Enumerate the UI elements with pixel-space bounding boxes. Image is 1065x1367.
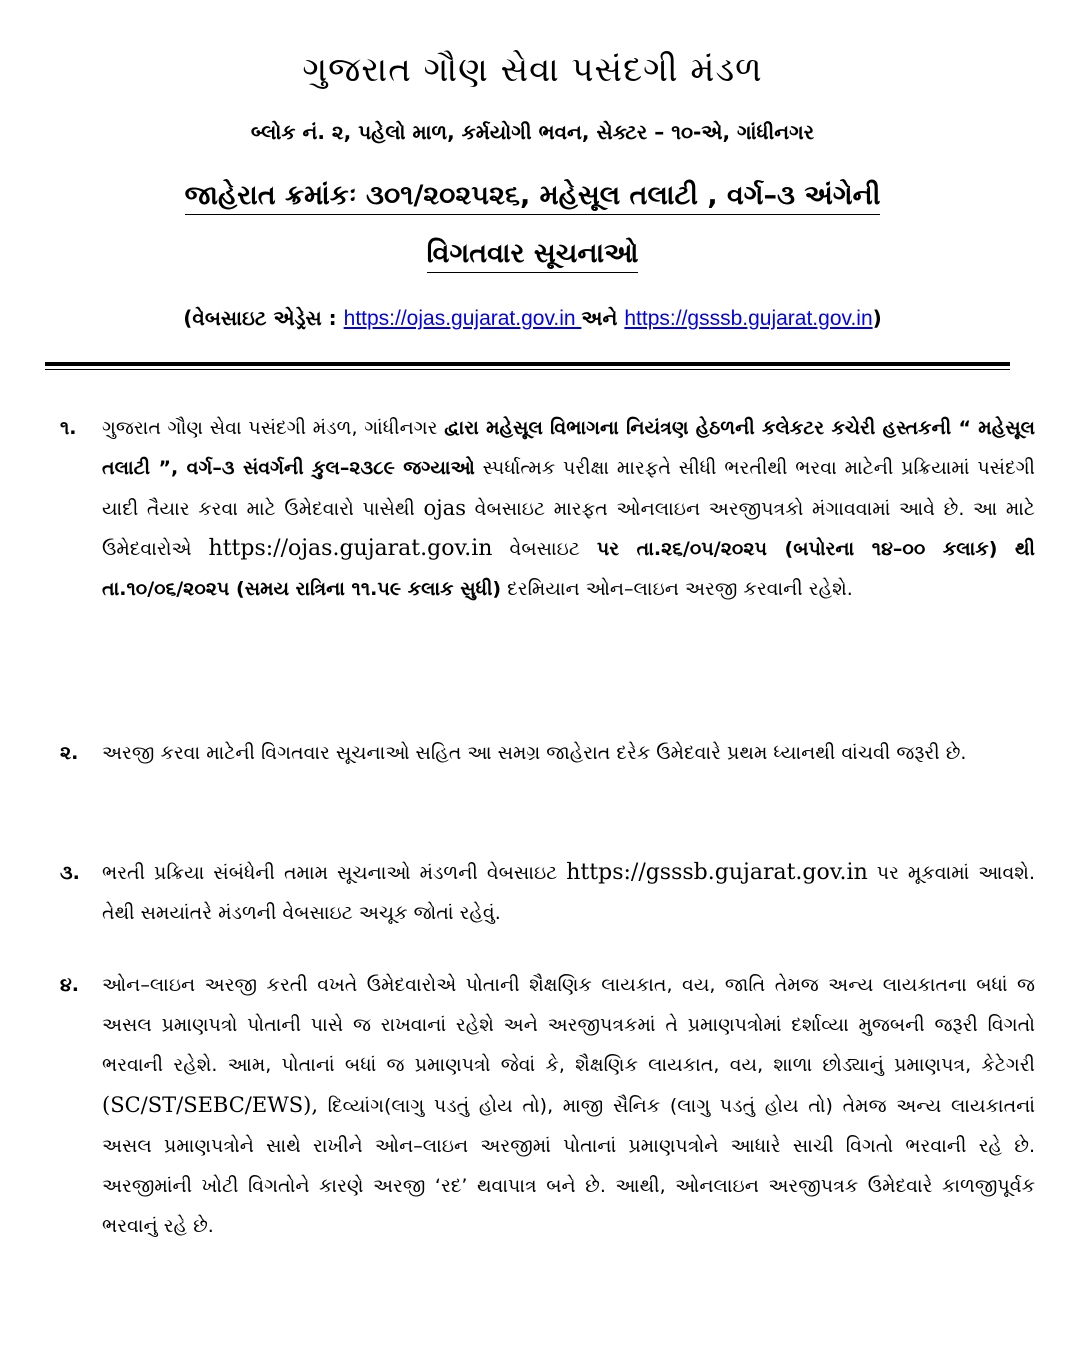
item-number: ૩.	[60, 862, 80, 884]
list-item	[60, 408, 1035, 609]
item-latin-text: ojas	[423, 496, 466, 520]
item-text-part: સ્પર્ધાત્મક પરીક્ષા મારફતે સીધી ભરતીથી ભરવા માટેની પ્રક્રિયામાં પસંદગી યાદી તૈયાર કરવા માટે ઉમેદવારો પાસેથી	[102, 457, 1035, 520]
item-url-text: https://ojas.gujarat.gov.in	[208, 536, 493, 561]
item-text-part: વેબસાઇટ મારફત ઓનલાઇન અરજીપત્રકો મંગાવવામાં આવે છે. આ માટે ઉમેદવારોએ	[102, 498, 1035, 560]
item-latin-text: (SC/ST/SEBC/EWS),	[102, 1093, 319, 1117]
item-number: ૨.	[60, 742, 79, 764]
item-text-part: દરમિયાન ઓન–લાઇન અરજી કરવાની રહેશે.	[501, 578, 853, 600]
item-bold-text: દ્વારા મહેસૂલ વિભાગના નિયંત્રણ હેઠળની કલેકટર કચેરી હસ્તકની “ મહેસૂલ તલાટી ”, વર્ગ–૩ સંવર્ગની કુલ–૨૩૮૯ જગ્યાઓ	[102, 417, 1035, 479]
item-text	[102, 853, 1035, 933]
list-item	[60, 853, 1035, 933]
item-text-part: વેબસાઇટ	[492, 538, 597, 560]
list-item	[60, 733, 1035, 773]
ojas-website-link[interactable]: https://ojas.gujarat.gov.in	[343, 307, 582, 330]
item-text	[102, 965, 1035, 1246]
item-text-part: દિવ્યાંગ(લાગુ પડતું હોય તો), માજી સૈનિક (લાગુ પડતું હોય તો) તેમજ અન્ય લાયકાતનાં અસલ પ્રમાણપત્રોને સાથે રાખીને ઓન–લાઇન અરજીમાં પોતાનાં પ્રમાણપત્રોને આધારે સાચી વિગતો ભરવાની રહે છે. અરજીમાંની ખોટી વિગતોને કારણે અરજી ‘રદ’ થવાપાત્ર બને છે. આથી, ઓનલાઇન અરજીપત્રક ઉમેદવારે કાળજીપૂર્વક ભરવાનું રહે છે.	[102, 1095, 1035, 1237]
item-url-text: https://gsssb.gujarat.gov.in	[566, 860, 868, 885]
instructions-heading-line2: વિગતવાર સૂચનાઓ	[427, 238, 639, 273]
item-bold-dates: પર તા.૨૬/૦૫/૨૦૨૫ (બપોરના ૧૪–૦૦ કલાક) થી તા.૧૦/૦૬/૨૦૨૫ (સમય રાત્રિના ૧૧.૫૯ કલાક સુધી)	[102, 538, 1035, 600]
header-divider-thin	[45, 369, 1010, 370]
item-text-part: ઓન–લાઇન અરજી કરતી વખતે ઉમેદવારોએ પોતાની શૈક્ષણિક લાયકાત, વય, જાતિ તેમજ અન્ય લાયકાતના બધાં જ અસલ પ્રમાણપત્રો પોતાની પાસે જ રાખવાનાં રહેશે અને અરજીપત્રકમાં તે પ્રમાણપત્રોમાં દર્શાવ્યા મુજબની જરૂરી વિગતો ભરવાની રહેશે. આમ, પોતાનાં બધાં જ પ્રમાણપત્રો જેવાં કે, શૈક્ષણિક લાયકાત, વય, શાળા છોડ્યાનું પ્રમાણપત્ર, કેટેગરી	[102, 974, 1035, 1076]
website-suffix: )	[872, 306, 882, 330]
advertisement-heading-line1: જાહેરાત ક્રમાંકઃ ૩૦૧/૨૦૨૫૨૬, મહેસૂલ તલાટી , વર્ગ–૩ અંગેની	[185, 180, 881, 215]
website-address-line	[0, 306, 1065, 331]
list-item	[60, 965, 1035, 1246]
item-text	[102, 408, 1035, 609]
website-and: અને	[581, 306, 625, 330]
item-number: ૧.	[60, 417, 77, 439]
gsssb-website-link[interactable]: https://gsssb.gujarat.gov.in	[624, 307, 873, 330]
instructions-heading	[0, 238, 1065, 273]
item-number: ૪.	[60, 974, 79, 996]
item-text-part: પર મૂકવામાં આવશે. તેથી સમયાંતરે મંડળની વેબસાઇટ અચૂક જોતાં રહેવું.	[102, 862, 1035, 924]
item-text-part: ગુજરાત ગૌણ સેવા પસંદગી મંડળ, ગાંધીનગર	[102, 417, 445, 439]
advertisement-heading	[0, 180, 1065, 215]
website-prefix: (વેબસાઇટ એડ્રેસ :	[183, 306, 344, 330]
organization-title: ગુજરાત ગૌણ સેવા પસંદગી મંડળ	[302, 50, 763, 90]
item-text-part: ભરતી પ્રક્રિયા સંબંધેની તમામ સૂચનાઓ મંડળની વેબસાઇટ	[102, 862, 567, 884]
item-text: અરજી કરવા માટેની વિગતવાર સૂચનાઓ સહિત આ સમગ્ર જાહેરાત દરેક ઉમેદવારે પ્રથમ ધ્યાનથી વાંચવી જરૂરી છે.	[102, 742, 967, 764]
office-address: બ્લોક નં. ૨, પહેલો માળ, કર્મયોગી ભવન, સેક્ટર – ૧૦-એ, ગાંધીનગર	[250, 120, 815, 144]
header-divider-thick	[45, 362, 1010, 366]
